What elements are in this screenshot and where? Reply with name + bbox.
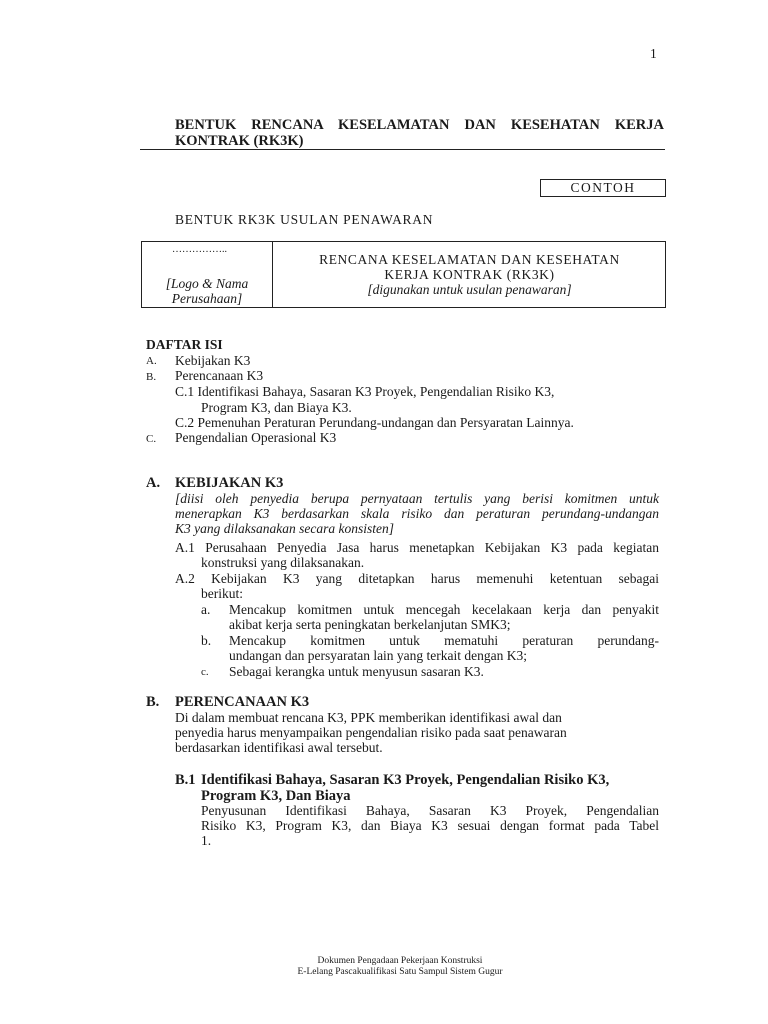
toc-c-label: C. [146,433,157,445]
toc-a-text: Kebijakan K3 [175,353,251,368]
section-b-paragraph [175,710,635,755]
title-underline [140,149,665,150]
section-b-line-3: berdasarkan identifikasi awal tersebut. [175,740,383,755]
toc-b-text: Perencanaan K3 [175,368,264,383]
b1-paragraph [201,803,659,848]
title-line-1: BENTUK RENCANA KESELAMATAN DAN KESEHATAN KERJA [175,117,664,133]
toc-c1-line-2: Program K3, dan Biaya K3. [201,400,352,415]
section-a-label: A. [146,475,161,491]
footer [200,956,600,978]
a2-item-b-label: b. [201,633,212,648]
b1-heading-line-1: Identifikasi Bahaya, Sasaran K3 Proyek, Pengendalian Risiko K3, [201,772,610,788]
section-a-heading: KEBIJAKAN K3 [175,475,284,491]
toc-c1-line-1: C.1 Identifikasi Bahaya, Sasaran K3 Proyek, Pengendalian Risiko K3, [175,384,555,399]
a2-item-a-line-2: akibat kerja serta peningkatan berkelanjutan SMK3; [229,617,511,632]
b1-line-1: Penyusunan Identifikasi Bahaya, Sasaran K3 Proyek, Pengendalian [201,803,659,818]
b1-heading-line-2: Program K3, Dan Biaya [201,788,351,804]
b1-line-2: Risiko K3, Program K3, dan Biaya K3 sesuai dengan format pada Tabel [201,818,659,833]
section-b-line-1: Di dalam membuat rencana K3, PPK memberikan identifikasi awal dan [175,710,562,725]
header-title-line-1: RENCANA KESELAMATAN DAN KESEHATAN [319,252,620,267]
toc-heading: DAFTAR ISI [146,337,223,352]
document-title [175,117,664,149]
toc-c2: C.2 Pemenuhan Peraturan Perundang-undangan dan Persyaratan Lainnya. [175,415,574,430]
subtitle: BENTUK RK3K USULAN PENAWARAN [175,212,434,227]
toc-c-text: Pengendalian Operasional K3 [175,430,337,445]
section-a-note [175,491,659,536]
b1-line-3: 1. [201,833,212,848]
a2-item-a-label: a. [201,602,211,617]
header-title-line-2: KERJA KONTRAK (RK3K) [384,267,555,282]
section-a-note-line-3: K3 yang dilaksanakan secara konsisten] [175,521,394,536]
section-b-label: B. [146,694,160,710]
contoh-box [540,179,666,197]
footer-line-1: Dokumen Pengadaan Pekerjaan Konstruksi [317,956,483,966]
a2-item-a-line-1: Mencakup komitmen untuk mencegah kecelakaan kerja dan penyakit [229,602,659,617]
logo-dots: …………….. [172,244,227,255]
logo-line-2: Perusahaan] [171,291,243,306]
page-number: 1 [650,46,657,61]
a2-line-2: berikut: [201,586,243,601]
toc-b-label: B. [146,371,157,383]
logo-line-1: [Logo & Nama [165,276,249,291]
logo-placeholder [142,276,272,306]
header-note: [digunakan untuk usulan penawaran] [367,282,572,297]
contoh-label: CONTOH [570,180,636,195]
footer-line-2: E-Lelang Pascakualifikasi Satu Sampul Sistem Gugur [297,967,503,977]
a2-item-c-line-1: Sebagai kerangka untuk menyusun sasaran K3. [229,664,484,679]
toc-a-label: A. [146,355,157,367]
title-line-2: KONTRAK (RK3K) [175,133,304,149]
a2-item-b-line-2: undangan dan persyaratan lain yang terkait dengan K3; [229,648,528,663]
logo-cell [142,242,273,307]
section-b-heading: PERENCANAAN K3 [175,694,310,710]
a1-line-2: konstruksi yang dilaksanakan. [201,555,365,570]
a2-line-1: A.2 Kebijakan K3 yang ditetapkan harus memenuhi ketentuan sebagai [175,571,659,586]
b1-label: B.1 [175,772,196,788]
a2-item-b-line-1: Mencakup komitmen untuk mematuhi peraturan perundang- [229,633,659,648]
a1-line-1: A.1 Perusahaan Penyedia Jasa harus menetapkan Kebijakan K3 pada kegiatan [175,540,659,555]
section-a-note-line-2: menerapkan K3 berdasarkan skala risiko dan peraturan perundang-undangan [175,506,659,521]
b1-heading [201,772,609,804]
section-b-line-2: penyedia harus menyampaikan pengendalian risiko pada saat penawaran [175,725,567,740]
header-table [141,241,666,308]
a2-item-c-label: c. [201,666,209,678]
section-a-note-line-1: [diisi oleh penyedia berupa pernyataan tertulis yang berisi komitmen untuk [175,491,659,506]
header-title-cell [273,252,666,297]
